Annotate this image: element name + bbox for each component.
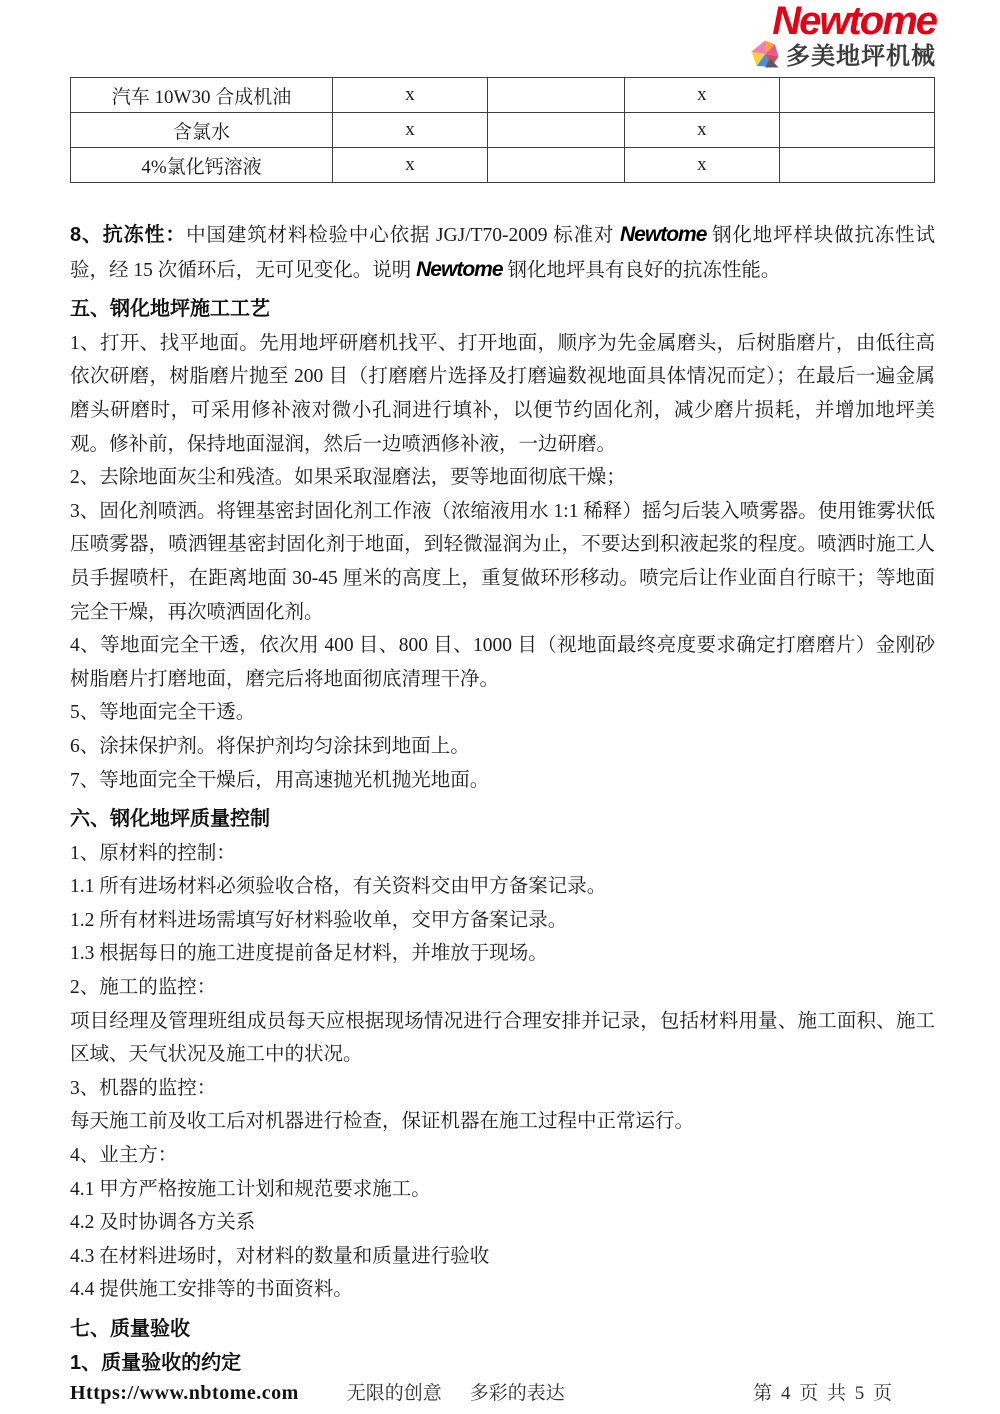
table-cell <box>488 78 625 113</box>
brand-header <box>750 0 936 74</box>
frost-text-2: 钢化地坪样块做抗冻性试验，经 15 次循环后，无可见变化。说明 <box>70 225 935 281</box>
frost-text-3: 钢化地坪具有良好的抗冻性能。 <box>502 259 781 281</box>
construction-step: 7、等地面完全干燥后，用高速抛光机抛光地面。 <box>70 769 490 791</box>
table-row <box>71 113 935 148</box>
frost-resistance-label: 8、抗冻性： <box>70 224 187 246</box>
quality-control-item: 1.3 根据每日的施工进度提前备足材料，并堆放于现场。 <box>70 943 548 965</box>
body-text <box>70 218 935 1380</box>
inline-brand-logo: Newtome <box>416 257 503 281</box>
quality-control-item: 每天施工前及收工后对机器进行检查，保证机器在施工过程中正常运行。 <box>70 1111 695 1133</box>
section-6-heading: 六、钢化地坪质量控制 <box>70 808 270 831</box>
table-cell: x <box>332 78 487 113</box>
quality-control-item: 4.2 及时协调各方关系 <box>70 1212 256 1234</box>
table-cell: 4%氯化钙溶液 <box>71 148 333 183</box>
section-5-heading: 五、钢化地坪施工工艺 <box>70 298 270 321</box>
brand-wordmark: Newtome <box>772 0 936 43</box>
table-cell <box>779 148 934 183</box>
quality-control-item: 4.1 甲方严格按施工计划和规范要求施工。 <box>70 1178 431 1200</box>
construction-step: 5、等地面完全干透。 <box>70 702 256 724</box>
table-cell <box>779 78 934 113</box>
table-cell: x <box>332 148 487 183</box>
quality-control-item: 1.2 所有材料进场需填写好材料验收单，交甲方备案记录。 <box>70 909 568 931</box>
page-footer <box>70 1378 936 1405</box>
table-cell <box>488 113 625 148</box>
brand-subtitle-row <box>750 39 936 74</box>
section-7-heading: 七、质量验收 <box>70 1318 190 1340</box>
table-row <box>71 78 935 113</box>
table-cell: x <box>332 113 487 148</box>
quality-control-item: 4.4 提供施工安排等的书面资料。 <box>70 1279 353 1301</box>
construction-step: 4、等地面完全干透，依次用 400 目、800 目、1000 目（视地面最终亮度要求确定打磨磨片）金刚砂树脂磨片打磨地面，磨完后将地面彻底清理干净。 <box>70 635 935 690</box>
quality-control-item: 4、业主方： <box>70 1145 178 1167</box>
section-7-1-heading: 1、质量验收的约定 <box>70 1351 242 1374</box>
quality-control-item: 1、原材料的控制： <box>70 842 236 864</box>
construction-step: 3、固化剂喷洒。将锂基密封固化剂工作液（浓缩液用水 1:1 稀释）摇匀后装入喷雾器。使用锥雾状低压喷雾器，喷洒锂基密封固化剂于地面，到轻微湿润为止，不要达到积液起浆的程度。喷洒时施工人员手握喷杆，在距离地面 30-45 厘米的高度上，重复做环形移动。喷完后让作业面自行晾干；等地面完全干燥，再次喷洒固化剂。 <box>70 500 935 623</box>
inline-brand-logo: Newtome <box>620 223 707 246</box>
quality-control-item: 2、施工的监控： <box>70 977 217 999</box>
frost-resistance-paragraph <box>70 218 935 287</box>
table-cell: 汽车 10W30 合成机油 <box>71 78 333 113</box>
footer-slogan <box>347 1378 565 1405</box>
quality-control-item: 4.3 在材料进场时，对材料的数量和质量进行验收 <box>70 1245 490 1267</box>
frost-text-1: 中国建筑材料检验中心依据 JGJ/T70-2009 标准对 <box>186 225 621 246</box>
brand-subtitle: 多美地坪机械 <box>786 42 936 70</box>
footer-slogan-1: 无限的创意 <box>346 1383 442 1404</box>
page-number: 第 4 页 共 5 页 <box>753 1383 894 1404</box>
table-cell: 含氯水 <box>71 113 333 148</box>
quality-control-item: 3、机器的监控： <box>70 1077 217 1099</box>
quality-control-item: 1.1 所有进场材料必须验收合格，有关资料交由甲方备案记录。 <box>70 876 607 898</box>
table-row <box>71 148 935 183</box>
table-cell <box>488 148 625 183</box>
pinwheel-icon <box>750 39 780 74</box>
quality-control-item: 项目经理及管理班组成员每天应根据现场情况进行合理安排并记录，包括材料用量、施工面积、施工区域、天气状况及施工中的状况。 <box>70 1010 935 1066</box>
construction-step: 2、去除地面灰尘和残渣。如果采取湿磨法，要等地面彻底干燥； <box>70 467 626 489</box>
table-cell: x <box>624 113 779 148</box>
compatibility-table <box>70 77 935 183</box>
construction-step: 1、打开、找平地面。先用地坪研磨机找平、打开地面，顺序为先金属磨头，后树脂磨片，由低往高依次研磨，树脂磨片抛至 200 目（打磨磨片选择及打磨遍数视地面具体情况而定）；在最后一遍金属磨头研磨时，可采用修补液对微小孔洞进行填补，以便节约固化剂，减少磨片损耗，并增加地坪美观。修补前，保持地面湿润，然后一边喷洒修补液，一边研磨。 <box>70 332 935 455</box>
table-cell <box>779 113 934 148</box>
table-cell: x <box>624 148 779 183</box>
footer-slogan-2: 多彩的表达 <box>469 1383 565 1404</box>
footer-url: Https://www.nbtome.com <box>70 1382 299 1404</box>
table-cell: x <box>624 78 779 113</box>
construction-step: 6、涂抹保护剂。将保护剂均匀涂抹到地面上。 <box>70 735 470 757</box>
page-content <box>70 77 935 1380</box>
